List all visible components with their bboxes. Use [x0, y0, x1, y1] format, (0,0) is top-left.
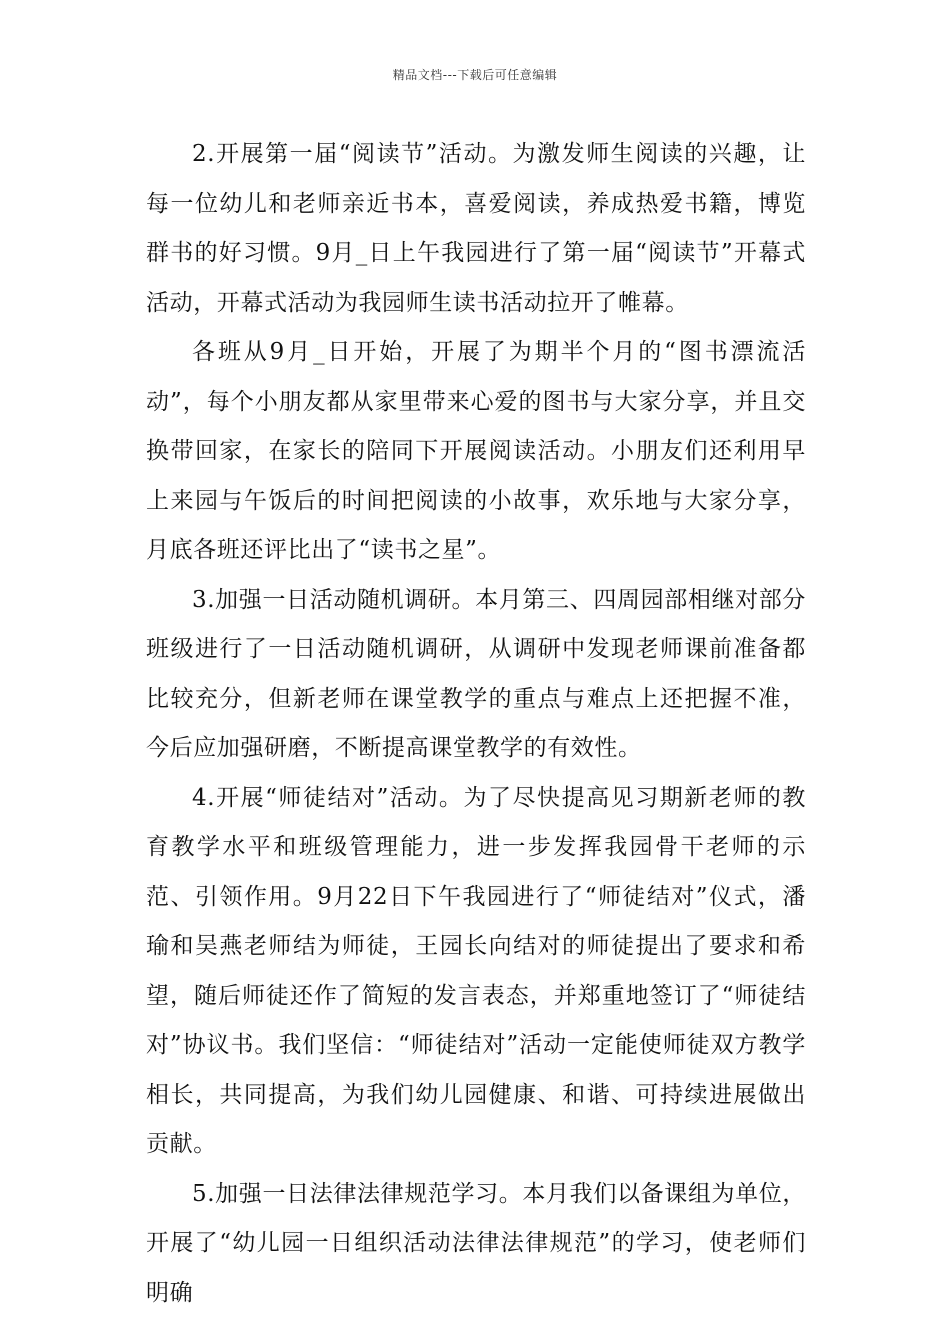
page-header: 精品文档---下载后可任意编辑	[392, 68, 558, 82]
paragraph-book-drifting: 各班从9月_日开始，开展了为期半个月的“图书漂流活动”，每个小朋友都从家里带来心爱的图书与大家分享，并且交换带回家，在家长的陪同下开展阅读活动。小朋友们还利用早上来园与午饭后的时间把阅读的小故事，欢乐地与大家分享，月底各班还评比出了“读书之星”。	[146, 339, 806, 563]
paragraph-mentor-pairing: 4.开展“师徒结对”活动。为了尽快提高见习期新老师的教育教学水平和班级管理能力，进一步发挥我园骨干老师的示范、引领作用。9月22日下午我园进行了“师徒结对”仪式，潘瑜和吴燕老师结为师徒，王园长向结对的师徒提出了要求和希望，随后师徒还作了简短的发言表态，并郑重地签订了“师徒结对”协议书。我们坚信：“师徒结对”活动一定能使师徒双方教学相长，共同提高，为我们幼儿园健康、和谐、可持续进展做出贡献。	[146, 784, 806, 1157]
paragraph-daily-activity-research: 3.加强一日活动随机调研。本月第三、四周园部相继对部分班级进行了一日活动随机调研，从调研中发现老师课前准备都比较充分，但新老师在课堂教学的重点与难点上还把握不准，今后应加强研磨，不断提高课堂教学的有效性。	[146, 586, 806, 761]
paragraph-regulation-study: 5.加强一日法律法律规范学习。本月我们以备课组为单位，开展了“幼儿园一日组织活动法律法律规范”的学习，使老师们明确	[146, 1180, 806, 1306]
paragraph-reading-festival: 2.开展第一届“阅读节”活动。为激发师生阅读的兴趣，让每一位幼儿和老师亲近书本，喜爱阅读，养成热爱书籍，博览群书的好习惯。9月_日上午我园进行了第一届“阅读节”开幕式活动，开幕式活动为我园师生读书活动拉开了帷幕。	[146, 141, 806, 316]
document-body	[146, 130, 806, 1318]
